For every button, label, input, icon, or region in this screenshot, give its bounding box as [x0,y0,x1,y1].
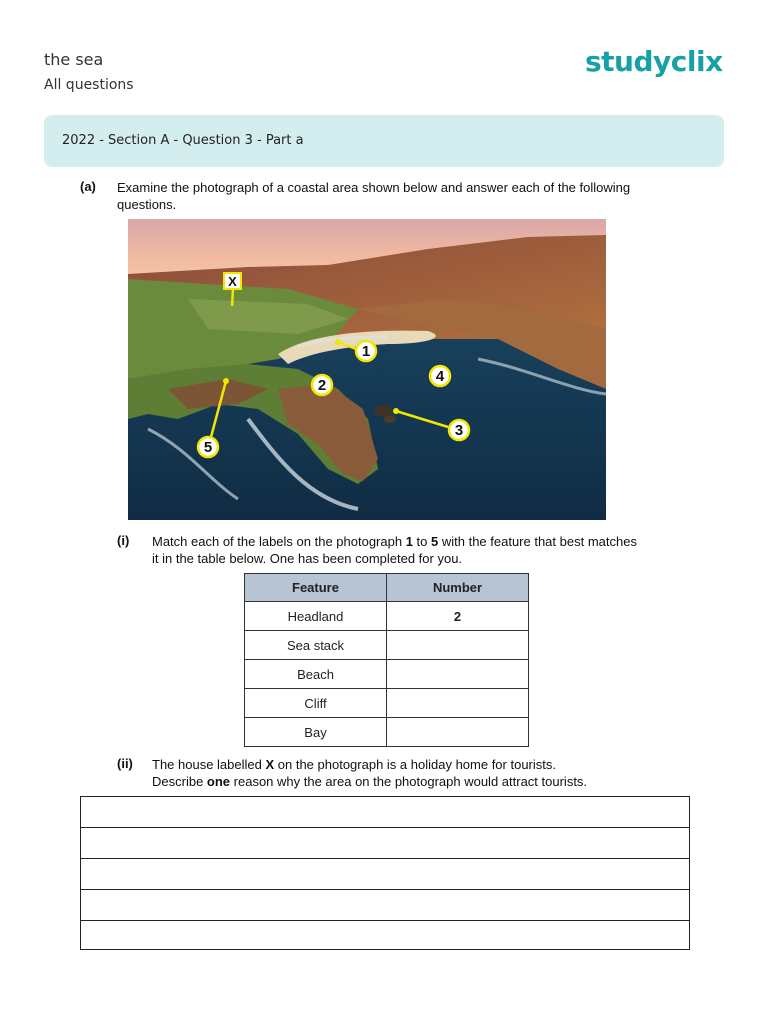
feature-cell: Headland [245,602,387,631]
part-ii-text: The house labelled X on the photograph is a holiday home for tourists. Describe one reason why the area on the photograph would attract tourists. [152,757,588,789]
table-row [245,631,529,660]
photo-label-x [224,273,241,289]
number-cell[interactable] [387,689,529,718]
part-ii-label: (ii) [117,756,133,771]
answer-line[interactable] [81,859,689,890]
question-banner [44,115,724,167]
number-cell[interactable] [387,631,529,660]
svg-text:5: 5 [203,439,213,456]
answer-line[interactable] [81,828,689,859]
table-row [245,689,529,718]
table-header-feature: Feature [245,574,387,602]
svg-text:1: 1 [361,343,371,360]
photo-label-1 [356,341,376,361]
question-a-label: (a) [80,179,96,194]
studyclix-logo[interactable]: studyclix [585,45,723,78]
answer-line[interactable] [81,890,689,921]
svg-text:2: 2 [317,377,327,394]
table-row [245,718,529,747]
table-row [245,602,529,631]
photo-label-5 [198,437,218,457]
svg-text:X: X [228,274,237,289]
answer-line[interactable] [81,921,689,951]
topic-title: the sea [44,50,104,69]
feature-cell: Bay [245,718,387,747]
feature-cell: Sea stack [245,631,387,660]
svg-text:4: 4 [435,368,445,385]
photo-label-4 [430,366,450,386]
part-i-text: Match each of the labels on the photograph 1 to 5 with the feature that best matches it in the table below. One has been completed for you. [152,534,637,566]
photo-label-2 [312,375,332,395]
table-row [245,660,529,689]
coastal-photograph [128,219,606,520]
number-cell: 2 [387,602,529,631]
table-header-row [245,574,529,602]
question-reference: 2022 - Section A - Question 3 - Part a [62,133,304,148]
feature-cell: Beach [245,660,387,689]
photo-label-3 [449,420,469,440]
number-cell[interactable] [387,718,529,747]
svg-text:3: 3 [454,422,464,439]
question-a-text: Examine the photograph of a coastal area shown below and answer each of the following questions. [117,180,631,212]
part-i-label: (i) [117,533,130,548]
table-header-number: Number [387,574,529,602]
questions-filter-label: All questions [44,77,134,93]
feature-matching-table [244,573,529,747]
number-cell[interactable] [387,660,529,689]
answer-box[interactable] [80,796,690,950]
feature-cell: Cliff [245,689,387,718]
answer-line[interactable] [81,797,689,828]
